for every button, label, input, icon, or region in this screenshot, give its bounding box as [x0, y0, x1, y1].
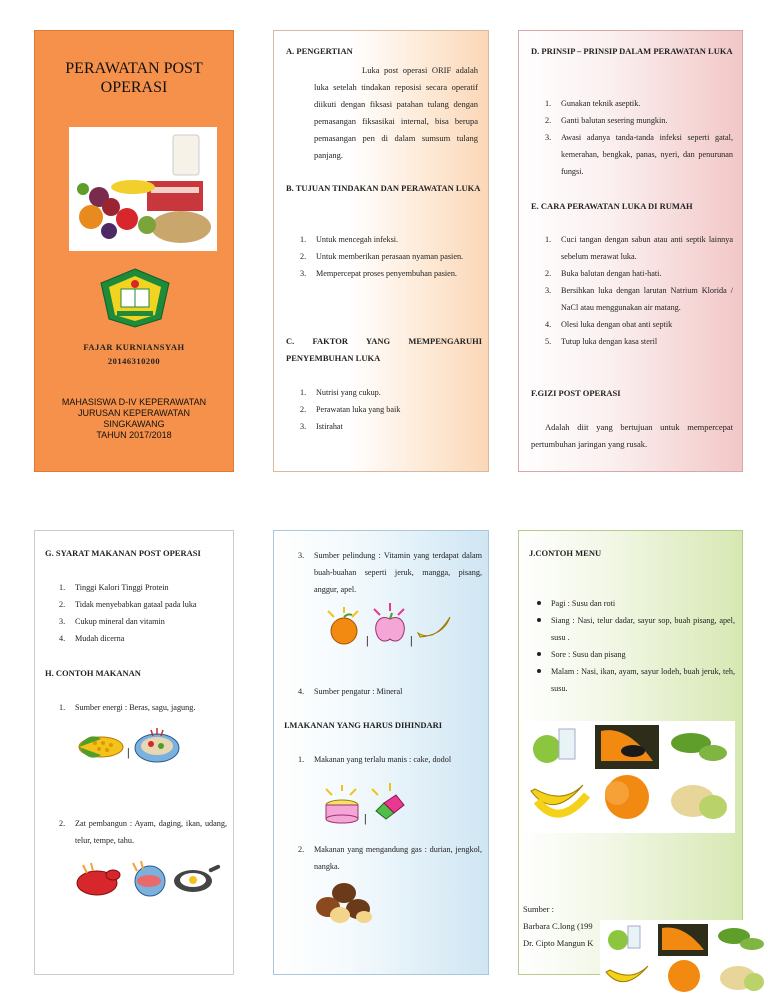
photo-caption: 8 Buah Buahan Untuk Obat Penderita Sakit Maag — [606, 992, 717, 998]
author-id: 20146310200 — [107, 356, 161, 366]
list-item: 4. Sumber pengatur : Mineral — [298, 687, 403, 696]
heading-i: I.MAKANAN YANG HARUS DIHINDARI — [284, 720, 443, 730]
heading-a: A. PENGERTIAN — [286, 46, 353, 56]
list-item: 5. Tutup luka dengan kasa steril — [545, 337, 658, 346]
list-item: 1. Tinggi Kalori Tinggi Protein — [59, 583, 169, 592]
list-item: 2. Untuk memberikan perasaan nyaman pasien. — [300, 252, 464, 261]
list-item: 2. Zat pembangun : Ayam, daging, ikan, udang, telur, tempe, tahu. — [59, 819, 227, 845]
list-h-4 — [298, 683, 482, 700]
list-item: 2. Ganti balutan sesering mungkin. — [545, 116, 668, 125]
list-item: 3. Istirahat — [300, 422, 343, 431]
chicken-icon — [73, 861, 123, 897]
list-item: 2. Buka balutan dengan hati-hati. — [545, 269, 662, 278]
list-h-2 — [59, 815, 227, 849]
heading-c: C. FAKTOR YANG MEMPENGARUHI PENYEMBUHAN LUKA — [286, 336, 482, 363]
durian-jengkol-icon — [308, 877, 380, 925]
panel-menu — [518, 530, 743, 975]
panel-food-examples — [273, 530, 489, 975]
panel-principles — [518, 30, 743, 472]
heading-f: F.GIZI POST OPERASI — [531, 388, 621, 398]
list-c — [300, 384, 476, 435]
heading-e: E. CARA PERAWATAN LUKA DI RUMAH — [531, 201, 693, 211]
list-item: 1. Cuci tangan dengan sabun atau anti septik lainnya sebelum merawat luka. — [545, 235, 733, 261]
cover-panel — [34, 30, 234, 472]
panel-definition — [273, 30, 489, 472]
fruit-photo-overlay — [600, 920, 768, 1002]
source-block: Sumber : Barbara C.long (199 Dr. Cipto Mangun K — [523, 904, 594, 948]
list-item: Sore : Susu dan pisang — [535, 646, 735, 663]
list-item: Pagi : Susu dan roti — [535, 595, 735, 612]
heading-d: D. PRINSIP – PRINSIP DALAM PERAWATAN LUKA — [531, 46, 733, 56]
list-i-1 — [298, 751, 482, 768]
separator: | — [127, 745, 130, 759]
list-item: Malam : Nasi, ikan, ayam, sayur lodeh, buah jeruk, teh, susu. — [535, 663, 735, 697]
list-item: 2. Makanan yang mengandung gas : durian, jengkol, nangka. — [298, 845, 482, 871]
rice-bowl-icon — [133, 726, 181, 766]
list-item: 1. Sumber energi : Beras, sagu, jagung. — [59, 703, 196, 712]
photo-caption: 8 Buah Buahan Untuk Obat Penderita Sakit Maag — [531, 820, 642, 826]
list-j — [535, 595, 735, 697]
heading-g: G. SYARAT MAKANAN POST OPERASI — [45, 548, 201, 558]
list-d — [545, 95, 733, 180]
fish-icon — [127, 859, 173, 897]
corn-icon — [75, 729, 127, 765]
list-i-2 — [298, 841, 482, 875]
heading-b: B. TUJUAN TINDAKAN DAN PERAWATAN LUKA — [286, 183, 481, 193]
definition-text: Luka post operasi ORIF adalah luka setelah tindakan reposisi secara operatif diikuti dengan fiksasi patahan tulang dengan pemasangan fiksasikai internal, bisa berupa pemasangan pen di dalam sumsum tulang panjang. — [314, 65, 478, 160]
institution-info: MAHASISWA D-IV KEPERAWATAN JURUSAN KEPERAWATAN SINGKAWANG TAHUN 2017/2018 — [61, 397, 207, 440]
fruit-photo — [523, 721, 735, 833]
fried-egg-icon — [171, 863, 221, 895]
cover-title: PERAWATAN POST OPERASI — [65, 60, 203, 96]
separator: | — [410, 633, 413, 647]
list-item: 4. Mudah dicerna — [59, 634, 125, 643]
school-emblem-icon — [95, 267, 175, 329]
list-item: 3. Awasi adanya tanda-tanda infeksi seperti gatal, kemerahan, bengkak, panas, nyeri, dan penurunan fungsi. — [545, 133, 733, 176]
list-h-3 — [298, 547, 482, 598]
list-item: Siang : Nasi, telur dadar, sayur sop, buah pisang, apel, susu . — [535, 612, 735, 646]
separator: | — [366, 633, 369, 647]
photo-url: www.agarisgro.com — [593, 827, 637, 833]
author-name: FAJAR KURNIANSYAH — [83, 342, 185, 352]
list-b — [300, 231, 476, 282]
list-item: 2. Perawatan luka yang baik — [300, 405, 401, 414]
list-item: 1. Untuk mencegah infeksi. — [300, 235, 399, 244]
cake-icon — [322, 783, 362, 825]
food-photo — [69, 127, 217, 251]
candy-icon — [368, 781, 410, 821]
list-item: 1. Nutrisi yang cukup. — [300, 388, 381, 397]
list-item: 2. Tidak menyebabkan gataal pada luka — [59, 600, 197, 609]
list-item: 4. Olesi luka dengan obat anti septik — [545, 320, 673, 329]
apple-icon — [370, 601, 410, 645]
heading-h: H. CONTOH MAKANAN — [45, 668, 141, 678]
list-e — [545, 231, 733, 350]
list-h-1 — [59, 699, 227, 716]
heading-j: J.CONTOH MENU — [529, 548, 602, 558]
list-item: 3. Bersihkan luka dengan larutan Natrium Klorida / NaCl atau menggunakan air matang. — [545, 286, 733, 312]
list-item: 1. Makanan yang terlalu manis : cake, dodol — [298, 755, 452, 764]
banana-icon — [414, 611, 454, 645]
list-item: 1. Gunakan teknik aseptik. — [545, 99, 641, 108]
list-item: 3. Sumber pelindung : Vitamin yang terdapat dalam buah-buahan seperti jeruk, mangga, pisang, anggur, apel. — [298, 551, 482, 594]
list-item: 3. Mempercepat proses penyembuhan pasien. — [300, 269, 457, 278]
list-item: 3. Cukup mineral dan vitamin — [59, 617, 165, 626]
panel-food-requirements — [34, 530, 234, 975]
gizi-text: Adalah diit yang bertujuan untuk mempercepat pertumbuhan jaringan yang rusak. — [531, 422, 733, 449]
list-g — [59, 579, 229, 647]
orange-icon — [324, 605, 364, 645]
separator: | — [364, 811, 367, 825]
